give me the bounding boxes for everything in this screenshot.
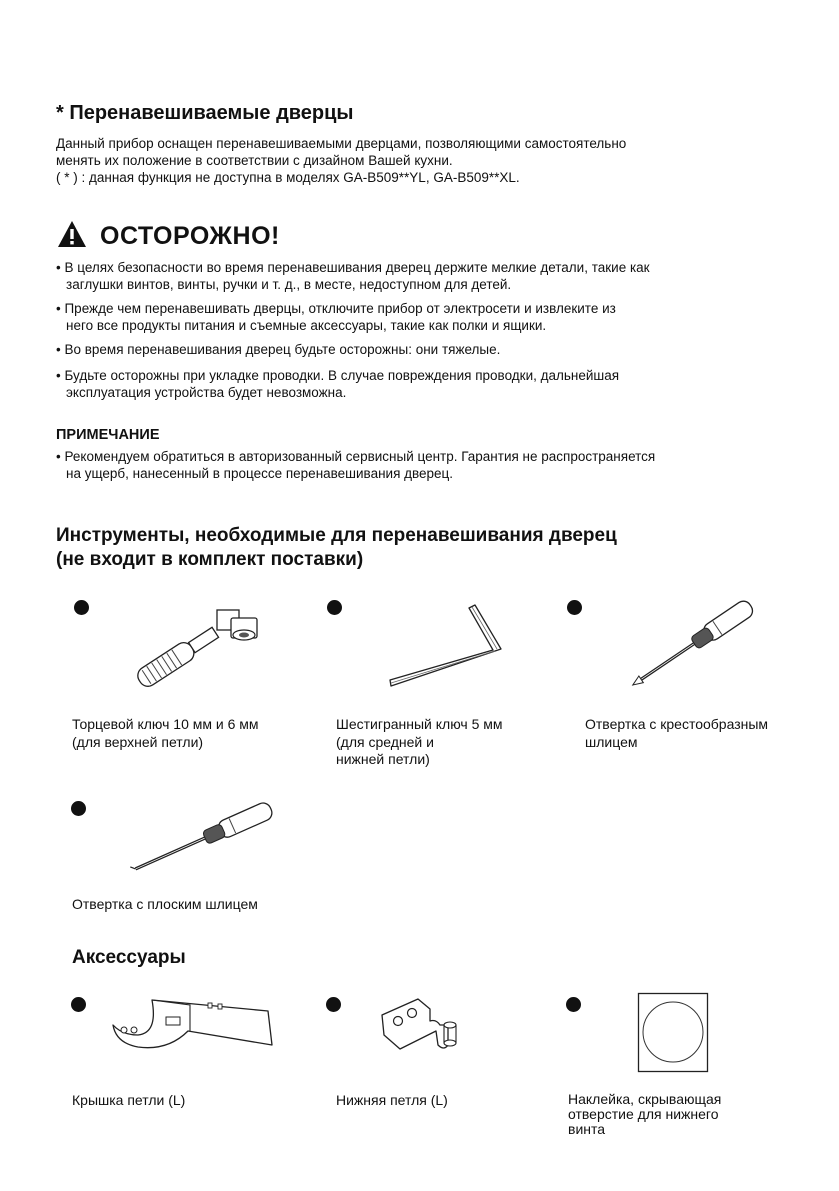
tool-caption <box>585 716 768 751</box>
door-section-title: * Перенавешиваемые дверцы <box>56 102 354 124</box>
bullet-dot <box>566 997 581 1012</box>
hole-sticker-icon <box>638 993 708 1073</box>
warning-item-1-line-2: заглушки винтов, винты, ручки и т. д., в месте, недоступном для детей. <box>66 277 512 292</box>
warning-item-4-line-2: эксплуатация устройства будет невозможна. <box>66 385 347 400</box>
warning-item <box>56 300 826 334</box>
hinge-cover-icon <box>108 995 278 1055</box>
warning-item <box>56 341 826 358</box>
accessory-3-caption-line-3: винта <box>568 1121 606 1137</box>
tools-title-line-1: Инструменты, необходимые для перенавешивания дверец <box>56 525 617 546</box>
flat-screwdriver-icon <box>125 798 285 878</box>
accessory-3-caption-line-2: отверстие для нижнего <box>568 1106 719 1122</box>
lower-hinge-icon <box>378 995 468 1055</box>
door-text-line-1: Данный прибор оснащен перенавешиваемыми дверцами, позволяющими самостоятельно <box>56 136 627 151</box>
tool-caption <box>336 716 503 769</box>
accessory-1-caption-line-1: Крышка петли (L) <box>72 1092 186 1108</box>
tool-4-caption-line-1: Отвертка с плоским шлицем <box>72 896 258 912</box>
tool-caption <box>72 896 258 914</box>
bullet-dot <box>327 600 342 615</box>
tool-3-caption-line-1: Отвертка с крестообразным <box>585 716 769 732</box>
note-text <box>56 448 831 482</box>
tools-title-line-2: (не входит в комплект поставки) <box>56 549 364 570</box>
note-title: ПРИМЕЧАНИЕ <box>56 427 160 443</box>
warning-item <box>56 367 826 401</box>
warning-list <box>56 259 826 401</box>
bullet-dot <box>74 600 89 615</box>
warning-item-3-line-1: • Во время перенавешивания дверец будьте осторожны: они тяжелые. <box>56 342 501 357</box>
warning-item-4-line-1: • Будьте осторожны при укладке проводки. В случае повреждения проводки, дальнейшая <box>56 368 620 383</box>
accessory-3-caption-line-1: Наклейка, скрывающая <box>568 1091 722 1107</box>
warning-title: ОСТОРОЖНО! <box>100 222 280 250</box>
warning-item-2-line-2: него все продукты питания и съемные аксессуары, такие как полки и ящики. <box>66 318 547 333</box>
accessory-2-caption-line-1: Нижняя петля (L) <box>336 1092 448 1108</box>
warning-item <box>56 259 826 293</box>
tool-1-caption-line-2: (для верхней петли) <box>72 733 204 750</box>
door-text-line-3: ( * ) : данная функция не доступна в моделях GA-B509**YL, GA-B509**XL. <box>56 170 520 185</box>
accessories-title: Аксессуары <box>72 947 186 968</box>
hex-key-icon <box>385 600 515 690</box>
tool-2-caption-line-3: нижней петли) <box>336 751 430 767</box>
warning-triangle-icon <box>57 220 87 248</box>
accessory-caption <box>336 1092 448 1110</box>
tool-2-caption-line-2: (для средней и <box>336 733 434 750</box>
bullet-dot <box>71 801 86 816</box>
warning-item-2-line-1: • Прежде чем перенавешивать дверцы, отключите прибор от электросети и извлеките из <box>56 301 616 316</box>
note-line-1: • Рекомендуем обратиться в авторизованный сервисный центр. Гарантия не распространяется <box>56 449 656 464</box>
tools-title <box>56 524 617 572</box>
bullet-dot <box>71 997 86 1012</box>
socket-wrench-icon <box>125 600 265 690</box>
tool-1-caption-line-1: Торцевой ключ 10 мм и 6 мм <box>72 716 259 732</box>
tool-3-caption-line-2: шлицем <box>585 733 638 750</box>
accessory-caption <box>72 1092 185 1110</box>
tool-caption <box>72 716 259 751</box>
bullet-dot <box>567 600 582 615</box>
phillips-screwdriver-icon <box>620 598 770 688</box>
warning-item-1-line-1: • В целях безопасности во время перенавешивания дверец держите мелкие детали, такие как <box>56 260 650 275</box>
accessory-caption <box>568 1092 721 1137</box>
tool-2-caption-line-1: Шестигранный ключ 5 мм <box>336 716 503 732</box>
bullet-dot <box>326 997 341 1012</box>
door-section-text <box>56 135 816 186</box>
door-text-line-2: менять их положение в соответствии с дизайном Вашей кухни. <box>56 153 453 168</box>
note-line-2: на ущерб, нанесенный в процессе перенавешивания дверец. <box>66 466 454 481</box>
